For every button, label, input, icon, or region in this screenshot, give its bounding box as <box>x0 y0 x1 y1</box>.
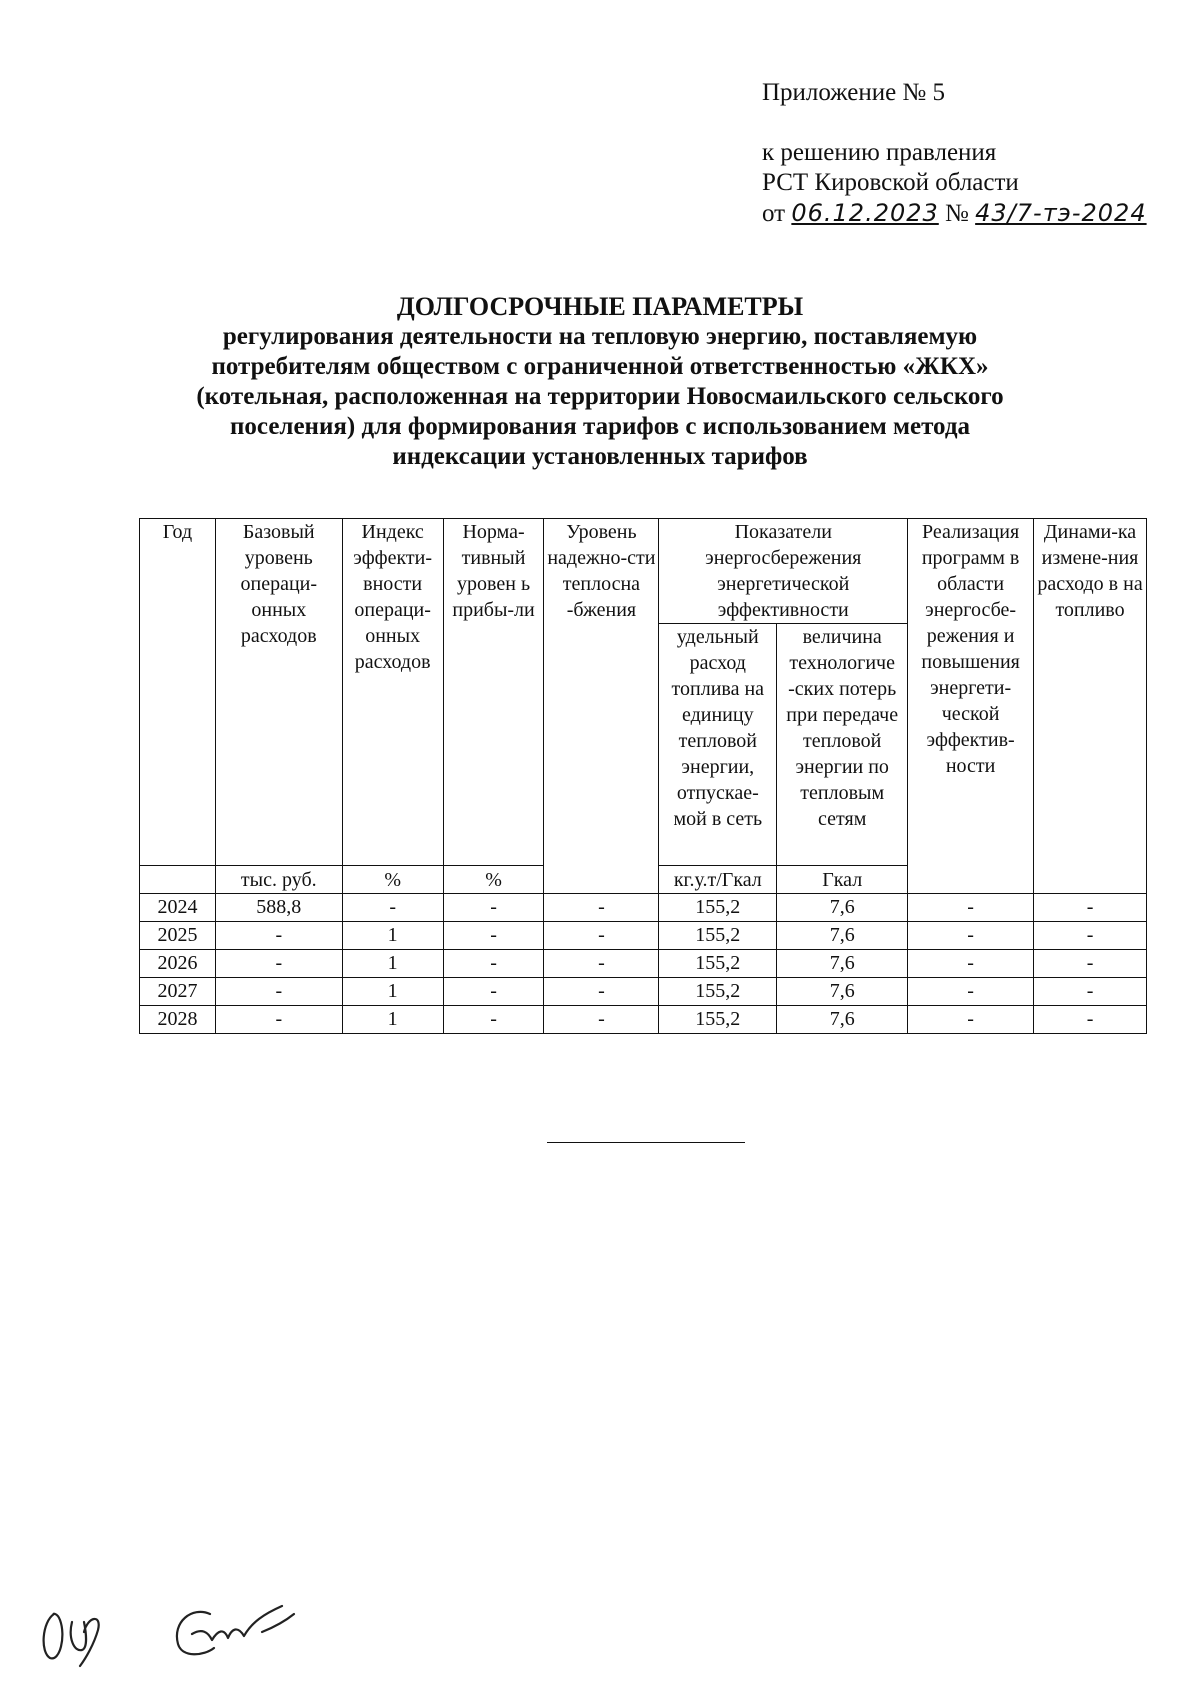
cell-programs: - <box>908 978 1034 1006</box>
unit-profit: % <box>443 866 544 894</box>
cell-base: - <box>215 1006 342 1034</box>
header-specific-fuel: удельный расход топлива на единицу тепловой энергии, отпускае-мой в сеть <box>659 624 777 866</box>
document-title <box>80 292 1120 472</box>
cell-fuel: 155,2 <box>659 950 777 978</box>
cell-fuel: 155,2 <box>659 894 777 922</box>
header-programs: Реализация программ в области энергосбе-режения и повышения энергети-ческой эффектив-ности <box>908 519 1034 894</box>
signature-mark <box>32 1592 332 1672</box>
table-row <box>140 950 1147 978</box>
cell-fuel: 155,2 <box>659 922 777 950</box>
unit-fuel: кг.у.т/Гкал <box>659 866 777 894</box>
cell-profit: - <box>443 1006 544 1034</box>
cell-profit: - <box>443 978 544 1006</box>
number-label: № <box>945 200 969 227</box>
cell-year: 2027 <box>140 978 216 1006</box>
header-efficiency-index: Индекс эффекти-вности операци-онных расходов <box>342 519 443 866</box>
annex-block <box>762 78 1147 229</box>
table-row <box>140 922 1147 950</box>
header-energy-indicators: Показатели энергосбережения энергетической эффективности <box>659 519 908 624</box>
cell-index: 1 <box>342 1006 443 1034</box>
table-row <box>140 978 1147 1006</box>
header-normative-profit: Норма-тивный уровен ь прибы-ли <box>443 519 544 866</box>
cell-index: - <box>342 894 443 922</box>
header-fuel-dynamics: Динами-ка измене-ния расходо в на топливо <box>1034 519 1147 894</box>
unit-base: тыс. руб. <box>215 866 342 894</box>
title-sub-line: потребителям обществом с ограниченной ответственностью «ЖКХ» <box>211 353 989 380</box>
cell-fuel: 155,2 <box>659 1006 777 1034</box>
table-row <box>140 894 1147 922</box>
annex-authority: РСТ Кировской области <box>762 169 1019 196</box>
handwritten-number: 43/7-тэ-2024 <box>975 199 1147 227</box>
cell-base: - <box>215 922 342 950</box>
title-sub-line: поселения) для формирования тарифов с использованием метода <box>230 413 970 440</box>
parameters-table <box>139 518 1147 1034</box>
cell-index: 1 <box>342 978 443 1006</box>
unit-index: % <box>342 866 443 894</box>
cell-reliability: - <box>544 950 659 978</box>
header-base-costs: Базовый уровень операци-онных расходов <box>215 519 342 866</box>
cell-dynamics: - <box>1034 894 1147 922</box>
cell-reliability: - <box>544 922 659 950</box>
cell-reliability: - <box>544 978 659 1006</box>
cell-reliability: - <box>544 894 659 922</box>
cell-dynamics: - <box>1034 922 1147 950</box>
cell-losses: 7,6 <box>777 978 908 1006</box>
header-heat-losses: величина технологиче -ских потерь при передаче тепловой энергии по тепловым сетям <box>777 624 908 866</box>
table-row <box>140 1006 1147 1034</box>
cell-reliability: - <box>544 1006 659 1034</box>
cell-year: 2025 <box>140 922 216 950</box>
annex-decision: к решению правления <box>762 139 997 166</box>
cell-index: 1 <box>342 950 443 978</box>
annex-date-line <box>762 198 1147 229</box>
title-sub-line: регулирования деятельности на тепловую энергию, поставляемую <box>222 323 978 350</box>
cell-year: 2024 <box>140 894 216 922</box>
cell-programs: - <box>908 922 1034 950</box>
title-sub-line: (котельная, расположенная на территории Новосмаильского сельского <box>196 383 1004 410</box>
cell-base: - <box>215 950 342 978</box>
cell-dynamics: - <box>1034 1006 1147 1034</box>
header-reliability: Уровень надежно-сти теплосна -бжения <box>544 519 659 894</box>
header-year: Год <box>140 519 216 866</box>
cell-profit: - <box>443 950 544 978</box>
title-sub-line: индексации установленных тарифов <box>392 443 808 470</box>
handwritten-signature <box>32 1592 332 1677</box>
cell-base: - <box>215 978 342 1006</box>
cell-fuel: 155,2 <box>659 978 777 1006</box>
cell-profit: - <box>443 894 544 922</box>
cell-losses: 7,6 <box>777 894 908 922</box>
cell-profit: - <box>443 922 544 950</box>
cell-year: 2028 <box>140 1006 216 1034</box>
cell-base: 588,8 <box>215 894 342 922</box>
unit-losses: Гкал <box>777 866 908 894</box>
cell-losses: 7,6 <box>777 950 908 978</box>
cell-dynamics: - <box>1034 950 1147 978</box>
cell-programs: - <box>908 894 1034 922</box>
unit-year-empty <box>140 866 216 894</box>
cell-losses: 7,6 <box>777 922 908 950</box>
cell-programs: - <box>908 950 1034 978</box>
cell-year: 2026 <box>140 950 216 978</box>
title-main: ДОЛГОСРОЧНЫЕ ПАРАМЕТРЫ <box>396 292 804 321</box>
from-label: от <box>762 200 786 227</box>
cell-losses: 7,6 <box>777 1006 908 1034</box>
handwritten-date: 06.12.2023 <box>791 199 939 227</box>
cell-index: 1 <box>342 922 443 950</box>
cell-programs: - <box>908 1006 1034 1034</box>
closing-rule <box>547 1142 745 1143</box>
annex-title: Приложение № 5 <box>762 79 946 106</box>
cell-dynamics: - <box>1034 978 1147 1006</box>
